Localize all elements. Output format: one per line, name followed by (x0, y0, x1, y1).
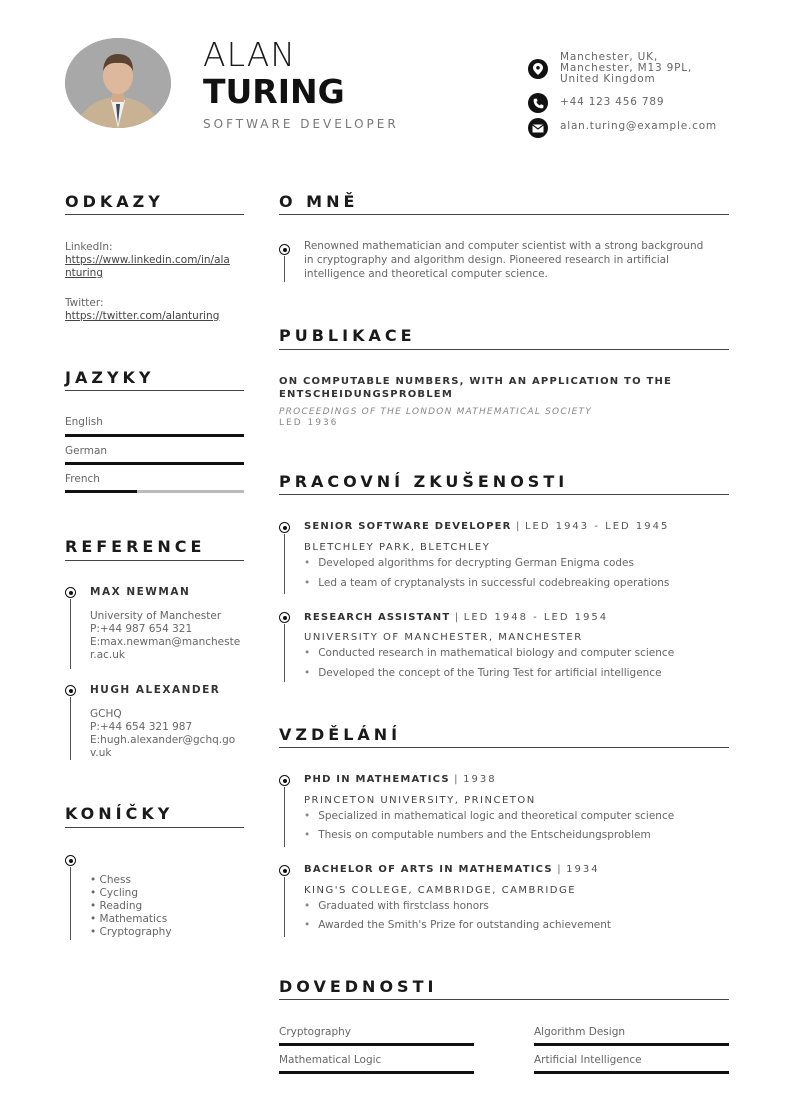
hobby-item: • Cryptography (90, 926, 172, 938)
reference-name: MAX NEWMAN (90, 586, 191, 598)
first-name: ALAN (203, 35, 296, 74)
reference-org: University of Manchester (90, 610, 222, 622)
email-address: alan.turing@example.com (560, 120, 717, 132)
experience-entry-title (304, 612, 608, 623)
timeline-line (284, 624, 285, 682)
education-bullet: • Specialized in mathematical logic and theoretical computer science (304, 810, 674, 822)
profile-photo-image (65, 38, 171, 128)
skill-level-bar (279, 1071, 474, 1074)
about-text-line-1: Renowned mathematician and computer scientist with a strong background (304, 240, 704, 252)
job-dates: LED 1943 - LED 1945 (524, 521, 670, 532)
job-dates: LED 1948 - LED 1954 (463, 612, 609, 623)
job-position: RESEARCH ASSISTANT (304, 612, 451, 623)
skill-level-bar (279, 1043, 474, 1046)
email-icon (528, 118, 548, 138)
skills-heading-rule (279, 999, 729, 1000)
experience-heading-rule (279, 494, 729, 495)
job-bullet: • Developed the concept of the Turing Test for artificial intelligence (304, 667, 662, 679)
location-pin-icon (528, 59, 548, 79)
languages-heading-rule (65, 390, 244, 391)
experience-entry-title (304, 521, 669, 532)
linkedin-label: LinkedIn: (65, 241, 113, 253)
employer: BLETCHLEY PARK, BLETCHLEY (304, 542, 491, 553)
hobby-item: • Cycling (90, 887, 139, 899)
institution: KING'S COLLEGE, CAMBRIDGE, CAMBRIDGE (304, 885, 577, 896)
education-entry-title (304, 864, 600, 875)
job-position: SENIOR SOFTWARE DEVELOPER (304, 521, 512, 532)
hobbies-heading: KONÍČKY (65, 804, 174, 823)
hobby-item: • Reading (90, 900, 143, 912)
hobby-item: • Chess (90, 874, 131, 886)
job-bullet: • Led a team of cryptanalysts in successful codebreaking operations (304, 577, 669, 589)
phone-icon (528, 93, 548, 113)
reference-phone: P:+44 987 654 321 (90, 623, 193, 635)
last-name: TURING (203, 72, 345, 111)
skill-name: Artificial Intelligence (534, 1054, 642, 1066)
publications-heading: PUBLIKACE (279, 326, 416, 345)
links-heading-rule (65, 214, 244, 215)
skill-level-bar (534, 1043, 729, 1046)
timeline-dot-icon (279, 775, 290, 786)
timeline-line (70, 599, 71, 669)
publication-title-line-2: ENTSCHEIDUNGSPROBLEM (279, 389, 453, 400)
experience-heading: PRACOVNÍ ZKUŠENOSTI (279, 472, 569, 491)
about-text-line-3: intelligence and theoretical computer science. (304, 268, 548, 280)
language-level-bar (65, 434, 244, 437)
reference-name: HUGH ALEXANDER (90, 684, 221, 696)
publication-journal: PROCEEDINGS OF THE LONDON MATHEMATICAL SOCIETY (279, 407, 592, 417)
linkedin-link-line-1[interactable]: https://www.linkedin.com/in/ala (65, 254, 230, 266)
language-name: English (65, 416, 103, 428)
title-separator: | (557, 864, 562, 875)
address-line-2: Manchester, M13 9PL, (560, 62, 693, 74)
languages-heading: JAZYKY (65, 368, 155, 387)
publications-heading-rule (279, 349, 729, 350)
reference-email-line-1: E:max.newman@mancheste (90, 636, 241, 648)
job-bullet: • Developed algorithms for decrypting German Enigma codes (304, 557, 634, 569)
hobby-item: • Mathematics (90, 913, 168, 925)
reference-email-line-1: E:hugh.alexander@gchq.go (90, 734, 236, 746)
timeline-dot-icon (65, 587, 76, 598)
timeline-dot-icon (279, 522, 290, 533)
institution: PRINCETON UNIVERSITY, PRINCETON (304, 795, 536, 806)
language-name: German (65, 445, 108, 457)
references-heading: REFERENCE (65, 537, 206, 556)
twitter-label: Twitter: (65, 297, 104, 309)
skill-level-bar (534, 1071, 729, 1074)
language-level-fill (65, 490, 137, 493)
skills-heading: DOVEDNOSTI (279, 977, 438, 996)
reference-email-line-2: r.ac.uk (90, 649, 125, 661)
about-text-line-2: in cryptography and algorithm design. Pioneered research in artificial (304, 254, 669, 266)
language-level-bar (65, 462, 244, 465)
degree-year: 1934 (566, 864, 600, 875)
timeline-line (284, 534, 285, 594)
timeline-line (284, 256, 285, 282)
profile-photo (65, 38, 171, 128)
skill-name: Mathematical Logic (279, 1054, 382, 1066)
title-separator: | (454, 774, 459, 785)
reference-phone: P:+44 654 321 987 (90, 721, 193, 733)
degree-year: 1938 (463, 774, 497, 785)
timeline-line (70, 867, 71, 940)
timeline-line (284, 877, 285, 937)
linkedin-link-line-2[interactable]: nturing (65, 267, 103, 279)
timeline-dot-icon (279, 244, 290, 255)
education-heading: VZDĚLÁNÍ (279, 725, 402, 744)
degree: BACHELOR OF ARTS IN MATHEMATICS (304, 864, 553, 875)
education-bullet: • Thesis on computable numbers and the Entscheidungsproblem (304, 829, 651, 841)
about-heading: O MNĚ (279, 192, 359, 211)
education-heading-rule (279, 747, 729, 748)
reference-email-line-2: v.uk (90, 747, 112, 759)
title-separator: | (454, 612, 460, 623)
language-level-fill (65, 434, 244, 437)
skill-name: Cryptography (279, 1026, 352, 1038)
language-level-bar (65, 490, 244, 493)
education-entry-title (304, 774, 497, 785)
twitter-link[interactable]: https://twitter.com/alanturing (65, 310, 220, 322)
timeline-line (70, 697, 71, 760)
language-level-fill (65, 462, 244, 465)
publication-title-line-1: ON COMPUTABLE NUMBERS, WITH AN APPLICATION TO THE (279, 376, 673, 387)
timeline-dot-icon (279, 865, 290, 876)
hobbies-heading-rule (65, 827, 244, 828)
education-bullet: • Graduated with firstclass honors (304, 900, 489, 912)
degree: PHD IN MATHEMATICS (304, 774, 450, 785)
employer: UNIVERSITY OF MANCHESTER, MANCHESTER (304, 632, 583, 643)
timeline-dot-icon (65, 855, 76, 866)
address-line-1: Manchester, UK, (560, 51, 658, 63)
language-name: French (65, 473, 100, 485)
about-heading-rule (279, 214, 729, 215)
education-bullet: • Awarded the Smith's Prize for outstanding achievement (304, 919, 611, 931)
links-heading: ODKAZY (65, 192, 164, 211)
job-title: SOFTWARE DEVELOPER (203, 117, 399, 131)
references-heading-rule (65, 560, 244, 561)
publication-date: LED 1936 (279, 418, 339, 428)
phone-number: +44 123 456 789 (560, 96, 665, 108)
job-bullet: • Conducted research in mathematical biology and computer science (304, 647, 674, 659)
reference-org: GCHQ (90, 708, 122, 720)
timeline-dot-icon (279, 612, 290, 623)
timeline-line (284, 787, 285, 847)
address-line-3: United Kingdom (560, 73, 656, 85)
skill-name: Algorithm Design (534, 1026, 626, 1038)
title-separator: | (515, 521, 521, 532)
timeline-dot-icon (65, 685, 76, 696)
